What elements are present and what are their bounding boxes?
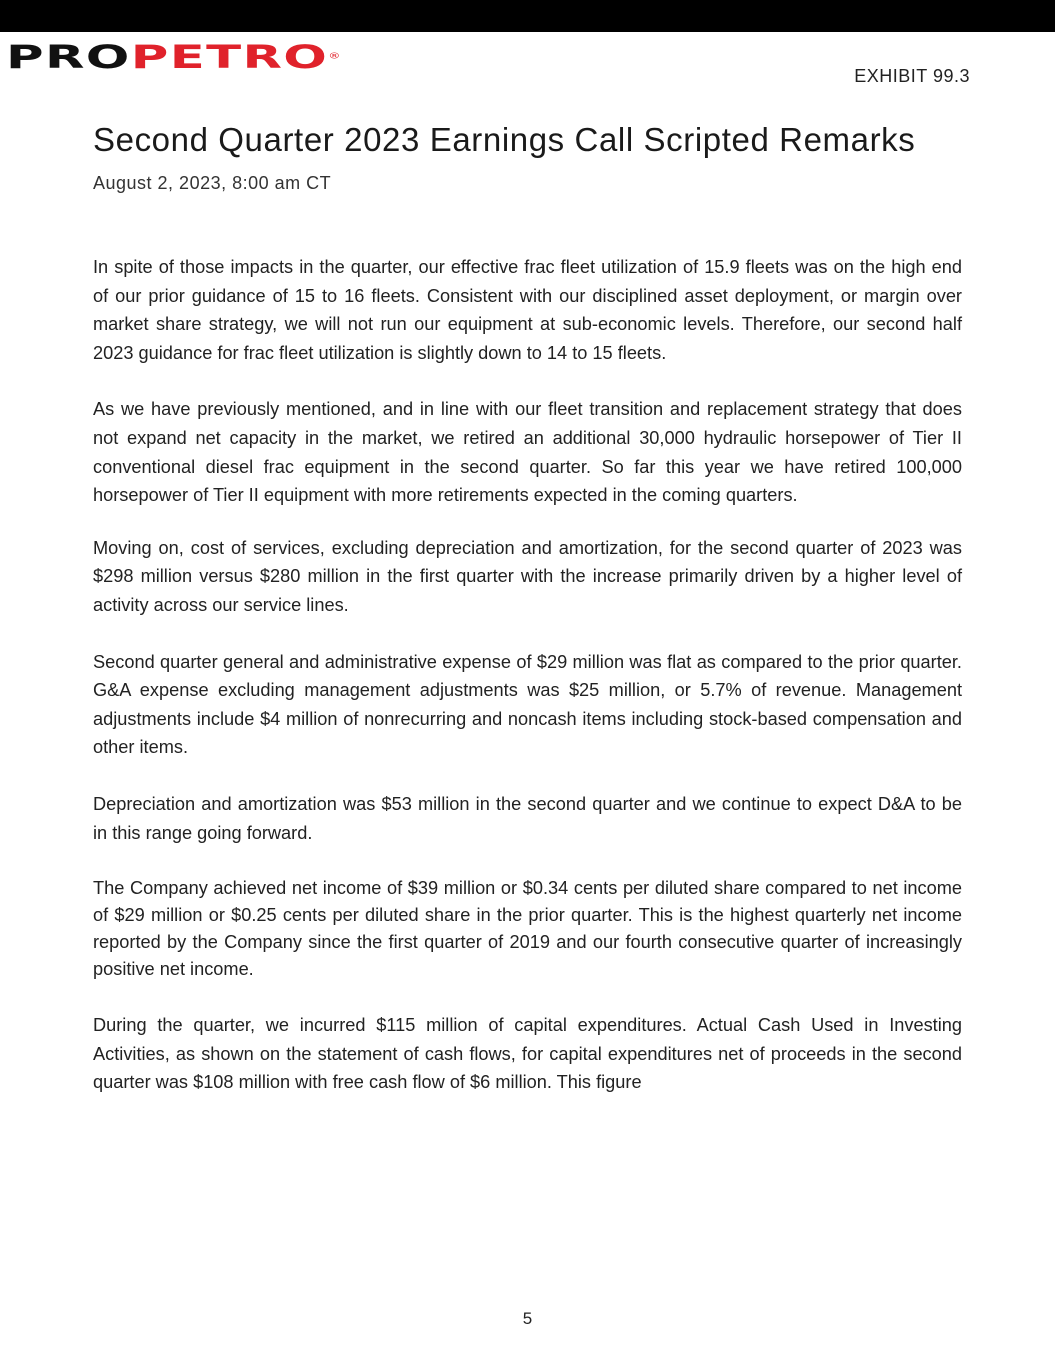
top-bar	[0, 0, 1055, 32]
paragraph: In spite of those impacts in the quarter, our effective frac fleet utilization of 15.9 fleets was on the high end of our prior guidance of 15 to 16 fleets. Consistent with our disciplined asset deployment, or margin over market share strategy, we will not run our equipment at sub-economic levels. Therefore, our second half 2023 guidance for frac fleet utilization is slightly down to 14 to 15 fleets.	[93, 257, 962, 363]
document-title: Second Quarter 2023 Earnings Call Scripted Remarks	[93, 121, 916, 158]
page-number: 5	[522, 1309, 533, 1328]
paragraph: During the quarter, we incurred $115 million of capital expenditures. Actual Cash Used in Investing Activities, as shown on the statement of cash flows, for capital expenditures net of proceeds in the second quarter was $108 million with free cash flow of $6 million. This figure	[93, 1015, 962, 1093]
paragraph: As we have previously mentioned, and in line with our fleet transition and replacement strategy that does not expand net capacity in the market, we retired an additional 30,000 hydraulic horsepower of Tier II conventional diesel frac equipment in the second quarter. So far this year we have retired 100,000 horsepower of Tier II equipment with more retirements expected in the coming quarters.	[93, 399, 962, 506]
paragraph: Depreciation and amortization was $53 million in the second quarter and we continue to expect D&A to be in this range going forward.	[93, 793, 962, 843]
paragraph: The Company achieved net income of $39 million or $0.34 cents per diluted share compared to net income of $29 million or $0.25 cents per diluted share in the prior quarter. This is the highest quarterly net income reported by the Company since the first quarter of 2019 and our fourth consecutive quarter of increasingly positive net income.	[93, 878, 962, 980]
exhibit-label: EXHIBIT 99.3	[854, 66, 970, 86]
registered-mark: ®	[328, 52, 342, 62]
logo-text-pro: PRO	[6, 38, 131, 76]
propetro-logo	[6, 40, 342, 74]
document-body	[93, 253, 962, 1097]
document-date: August 2, 2023, 8:00 am CT	[93, 173, 332, 193]
paragraph: Moving on, cost of services, excluding depreciation and amortization, for the second quarter of 2023 was $298 million versus $280 million in the first quarter with the increase primarily driven by a higher level of activity across our service lines.	[93, 537, 962, 615]
paragraph: Second quarter general and administrative expense of $29 million was flat as compared to the prior quarter. G&A expense excluding management adjustments was $25 million, or 5.7% of revenue. Management adjustments include $4 million of nonrecurring and noncash items including stock-based compensation and other items.	[93, 651, 962, 758]
logo-text-petro: PETRO	[130, 38, 329, 76]
